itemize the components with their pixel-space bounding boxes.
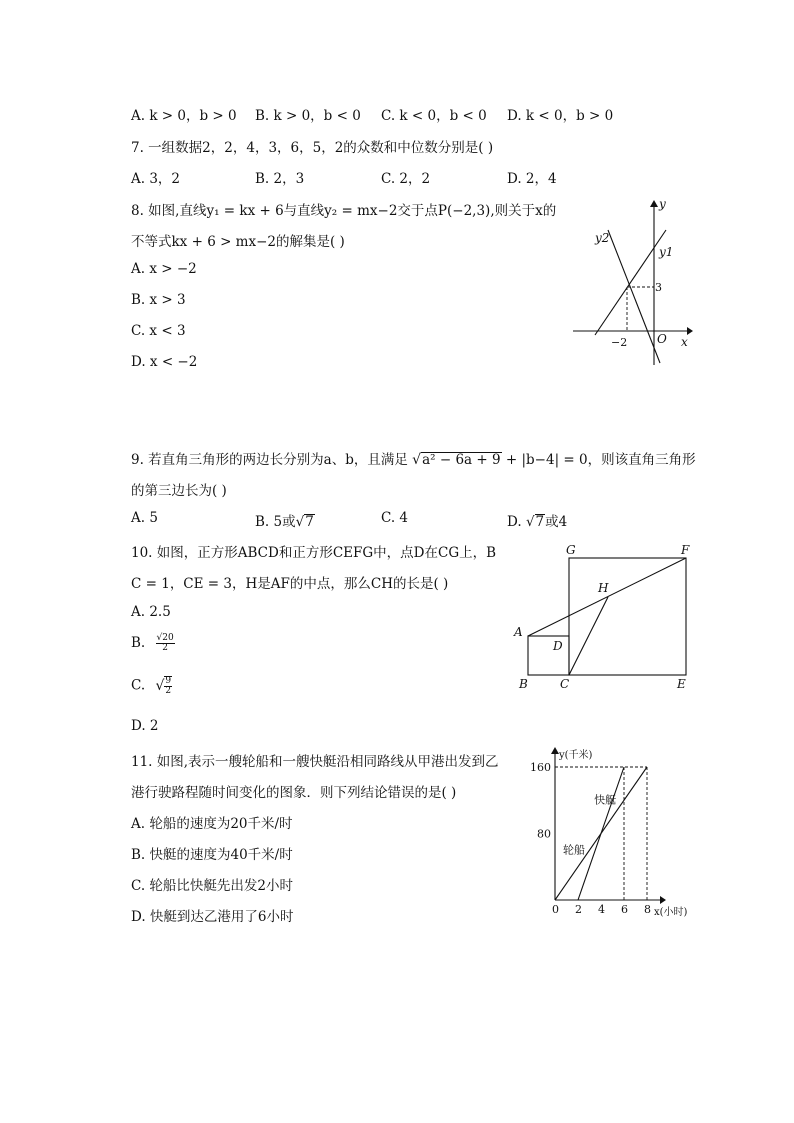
q10-square-abcd [528, 636, 569, 675]
chart-xlabel: x(小时) [654, 907, 688, 918]
q8-option-a: A. x > −2 [131, 261, 197, 277]
q9-option-b: B. 5或√7 [255, 514, 314, 530]
q10-option-c-den: 2 [165, 686, 172, 696]
chart-series-line-1 [578, 767, 624, 900]
q8-option-b: B. x > 3 [131, 292, 186, 308]
q10-stem-line1: 10. 如图，正方形ABCD和正方形CEFG中，点D在CG上，B [131, 545, 497, 561]
q11-stem-line2: 港行驶路程随时间变化的图象．则下列结论错误的是( ) [131, 785, 457, 801]
q11-option-b: B. 快艇的速度为40千米/时 [131, 847, 293, 863]
q9-stem-suffix: + |b−4| = 0，则该直角三角形 [501, 452, 696, 468]
q9-option-d: D. √7或4 [507, 514, 568, 530]
q8-figure [565, 195, 700, 370]
svg-text:B: B [519, 677, 528, 691]
q9-stem-line2: 的第三边长为( ) [131, 483, 227, 499]
q7-option-d: D. 2，4 [507, 171, 557, 187]
q7-option-a: A. 3，2 [131, 171, 181, 187]
q11-option-d: D. 快艇到达乙港用了6小时 [131, 909, 294, 925]
q9-radicand: a² − 6a + 9 [422, 452, 501, 468]
chart-y-tick-1: 160 [530, 761, 551, 774]
q10-figure [505, 540, 700, 695]
q8-label-neg2: −2 [611, 336, 628, 349]
chart-x-tick-0: 0 [552, 903, 559, 916]
q10-square-cefg [569, 558, 686, 675]
chart-x-tick-1: 2 [575, 903, 582, 916]
q6-option-c: C. k < 0，b < 0 [381, 108, 487, 124]
svg-text:F: F [681, 543, 690, 557]
svg-text:H: H [598, 581, 609, 595]
q9-option-b-radical: 7 [305, 514, 314, 530]
q8-option-c: C. x < 3 [131, 323, 186, 339]
q10-option-b: B. $\frac{√20}{2}$ [131, 633, 174, 653]
svg-text:C: C [560, 677, 570, 691]
q8-stem-line1: 8. 如图,直线y₁ = kx + 6与直线y₂ = mx−2交于点P(−2,3),则关于x的 [131, 203, 557, 219]
chart-x-tick-3: 6 [621, 903, 628, 916]
q11-option-c: C. 轮船比快艇先出发2小时 [131, 878, 294, 894]
q7-stem: 7. 一组数据2，2，4，3，6，5，2的众数和中位数分别是( ) [131, 140, 494, 156]
svg-text:A: A [514, 625, 523, 639]
chart-y-tick-0: 80 [537, 827, 551, 841]
q8-label-origin: O [657, 332, 667, 346]
chart-x-tick-2: 4 [598, 903, 605, 916]
q9-option-a: A. 5 [131, 510, 158, 526]
q8-stem-line2: 不等式kx + 6 > mx−2的解集是( ) [131, 234, 345, 250]
svg-text:G: G [566, 543, 576, 557]
q10-option-b-den: 2 [162, 643, 168, 653]
q10-segment-ch [569, 597, 608, 675]
q6-option-a: A. k > 0，b > 0 [131, 108, 237, 124]
svg-text:D: D [553, 639, 563, 653]
q7-option-c: C. 2，2 [381, 171, 431, 187]
q9-stem-line1: 9. 若直角三角形的两边长分别为a、b，且满足 √a² − 6a + 9 + |b−4| = 0，则该直角三角形 [131, 452, 696, 468]
q10-option-d: D. 2 [131, 718, 159, 734]
q10-segment-af [528, 558, 686, 636]
chart-series-label-1: 快艇 [594, 793, 617, 807]
q10-option-c: C. √ $\frac{9}{2}$ [131, 676, 172, 696]
q8-label-y: y [659, 197, 666, 211]
q11-option-a: A. 轮船的速度为20千米/时 [131, 816, 293, 832]
q7-option-b: B. 2，3 [255, 171, 305, 187]
q6-option-d: D. k < 0，b > 0 [507, 108, 614, 124]
svg-text:E: E [677, 677, 686, 691]
q10-stem-line2: C = 1，CE = 3，H是AF的中点，那么CH的长是( ) [131, 576, 449, 592]
chart-x-tick-4: 8 [644, 903, 651, 916]
q9-option-d-radical: 7 [535, 514, 545, 530]
q8-label-3: 3 [655, 281, 662, 294]
q10-option-c-num: 9 [165, 676, 172, 686]
q8-label-y2: y2 [595, 231, 610, 245]
q10-option-a: A. 2.5 [131, 604, 171, 620]
chart-series-label-0: 轮船 [563, 843, 586, 857]
q6-option-b: B. k > 0，b < 0 [255, 108, 361, 124]
q11-chart [520, 745, 700, 925]
q8-label-x: x [681, 335, 688, 349]
q8-option-d: D. x < −2 [131, 354, 198, 370]
q11-stem-line1: 11. 如图,表示一艘轮船和一艘快艇沿相同路线从甲港出发到乙 [131, 754, 499, 770]
q9-option-c: C. 4 [381, 510, 409, 526]
q10-option-b-num: √20 [156, 633, 174, 643]
q8-label-y1: y1 [659, 245, 674, 259]
chart-ylabel: y(千米) [559, 750, 593, 761]
q9-stem-prefix: 9. 若直角三角形的两边长分别为a、b，且满足 [131, 452, 408, 468]
